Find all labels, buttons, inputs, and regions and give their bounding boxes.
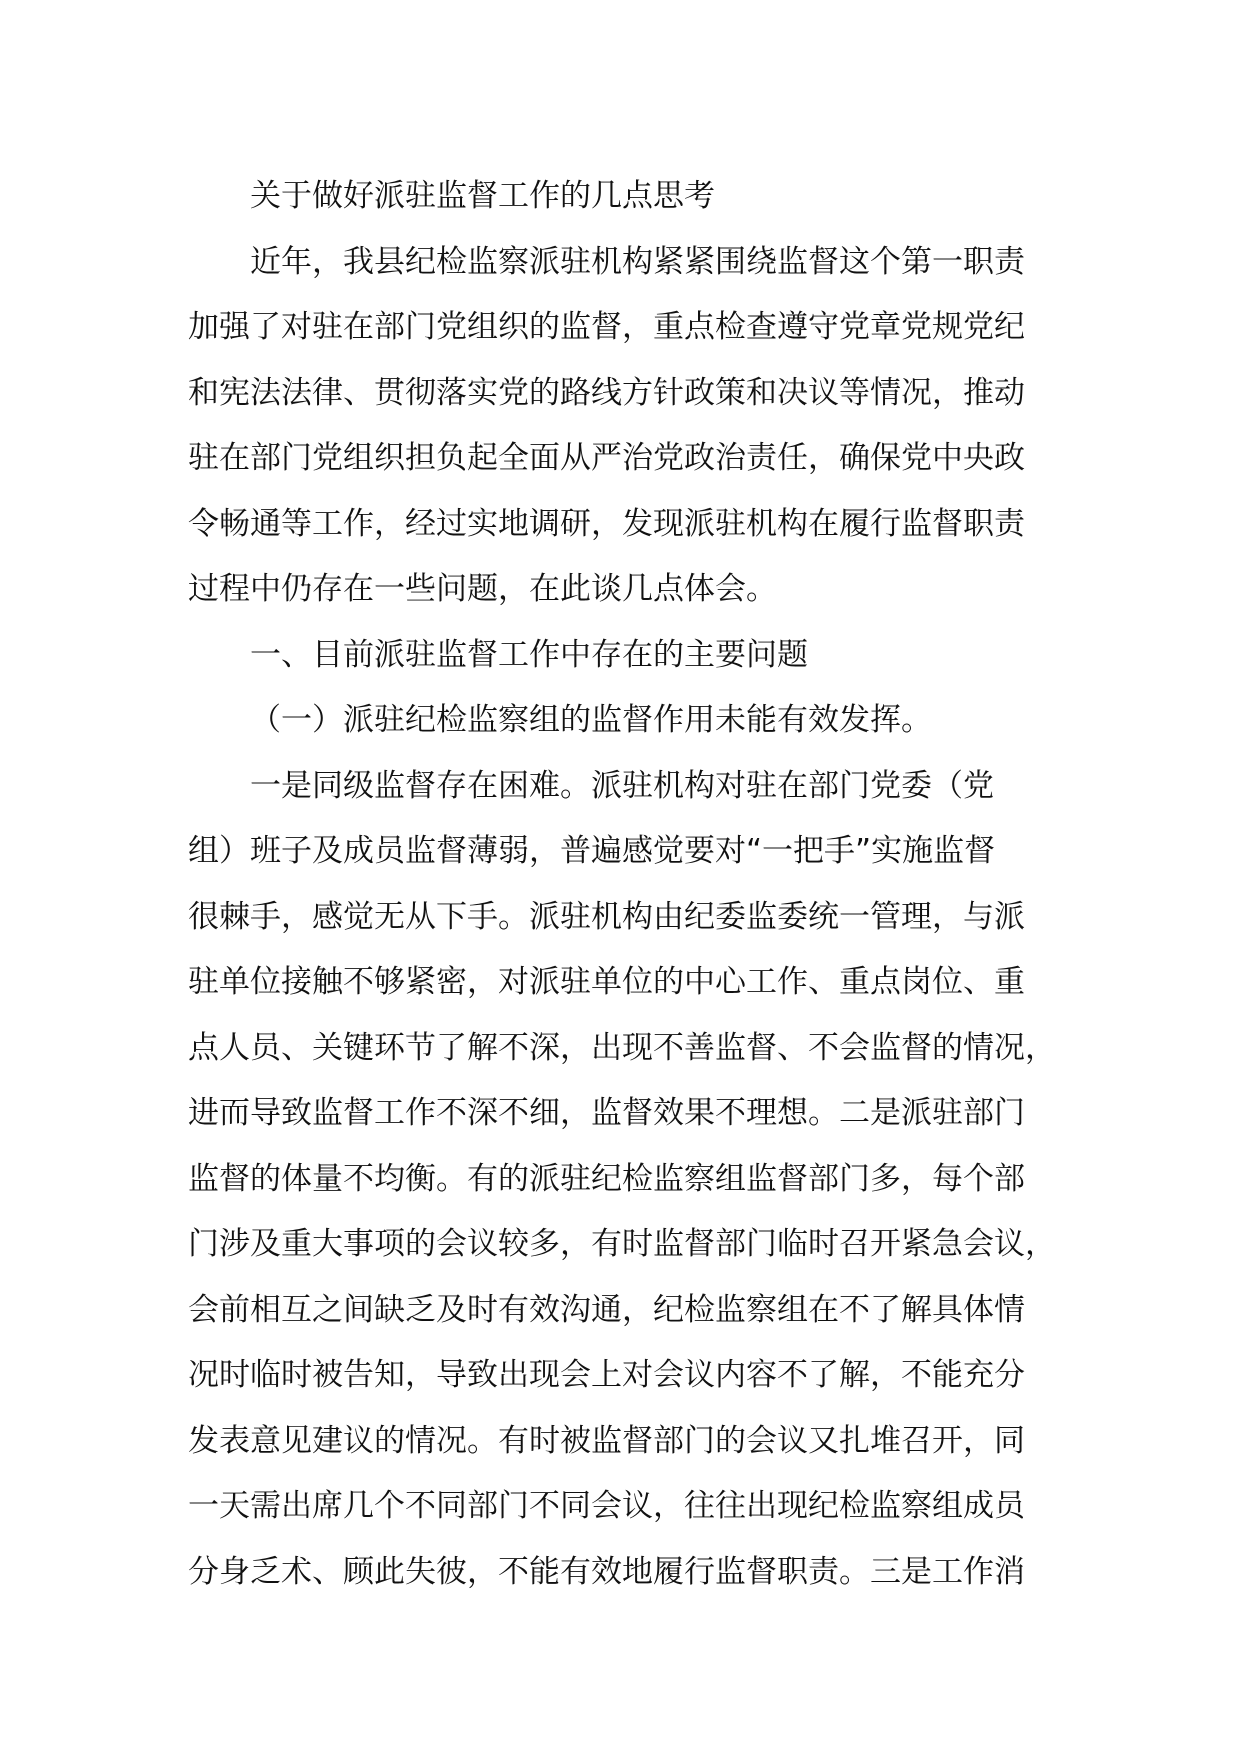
paragraph-line: 监督的体量不均衡。有的派驻纪检监察组监督部门多，每个部 [188, 1160, 1025, 1197]
paragraph-line: 一天需出席几个不同部门不同会议，往往出现纪检监察组成员 [188, 1488, 1025, 1524]
paragraph-line: 近年，我县纪检监察派驻机构紧紧围绕监督这个第一职责 [250, 243, 1025, 280]
paragraph-line: 组）班子及成员监督薄弱，普遍感觉要对“一把手”实施监督 [188, 833, 996, 869]
paragraph-line: 和宪法法律、贯彻落实党的路线方针政策和决议等情况，推动 [188, 374, 1025, 411]
paragraph-line: 进而导致监督工作不深不细，监督效果不理想。二是派驻部门 [188, 1095, 1025, 1131]
paragraph-line: 发表意见建议的情况。有时被监督部门的会议又扎堆召开，同 [188, 1422, 1025, 1459]
paragraph-line: 很棘手，感觉无从下手。派驻机构由纪委监委统一管理，与派 [188, 898, 1025, 935]
document-title: 关于做好派驻监督工作的几点思考 [250, 178, 715, 214]
paragraph-line: 分身乏术、顾此失彼，不能有效地履行监督职责。三是工作消 [188, 1553, 1025, 1590]
paragraph-line: 令畅通等工作，经过实地调研，发现派驻机构在履行监督职责 [188, 505, 1025, 542]
paragraph-line: 过程中仍存在一些问题，在此谈几点体会。 [188, 571, 777, 607]
paragraph-line: 一是同级监督存在困难。派驻机构对驻在部门党委（党 [250, 767, 994, 804]
paragraph-line: 驻单位接触不够紧密，对派驻单位的中心工作、重点岗位、重 [188, 964, 1025, 1000]
paragraph-line: 点人员、关键环节了解不深，出现不善监督、不会监督的情况， [188, 1029, 1056, 1066]
paragraph-line: 会前相互之间缺乏及时有效沟通，纪检监察组在不了解具体情 [188, 1291, 1025, 1328]
paragraph-line: 况时临时被告知，导致出现会上对会议内容不了解，不能充分 [188, 1357, 1025, 1393]
paragraph-line: 门涉及重大事项的会议较多，有时监督部门临时召开紧急会议， [188, 1226, 1056, 1262]
paragraph-line: 驻在部门党组织担负起全面从严治党政治责任，确保党中央政 [188, 440, 1025, 476]
document-body [188, 164, 1068, 1605]
section-heading: 一、目前派驻监督工作中存在的主要问题 [250, 636, 808, 673]
subsection-heading: （一）派驻纪检监察组的监督作用未能有效发挥。 [250, 702, 932, 738]
paragraph-line: 加强了对驻在部门党组织的监督，重点检查遵守党章党规党纪 [188, 309, 1025, 345]
